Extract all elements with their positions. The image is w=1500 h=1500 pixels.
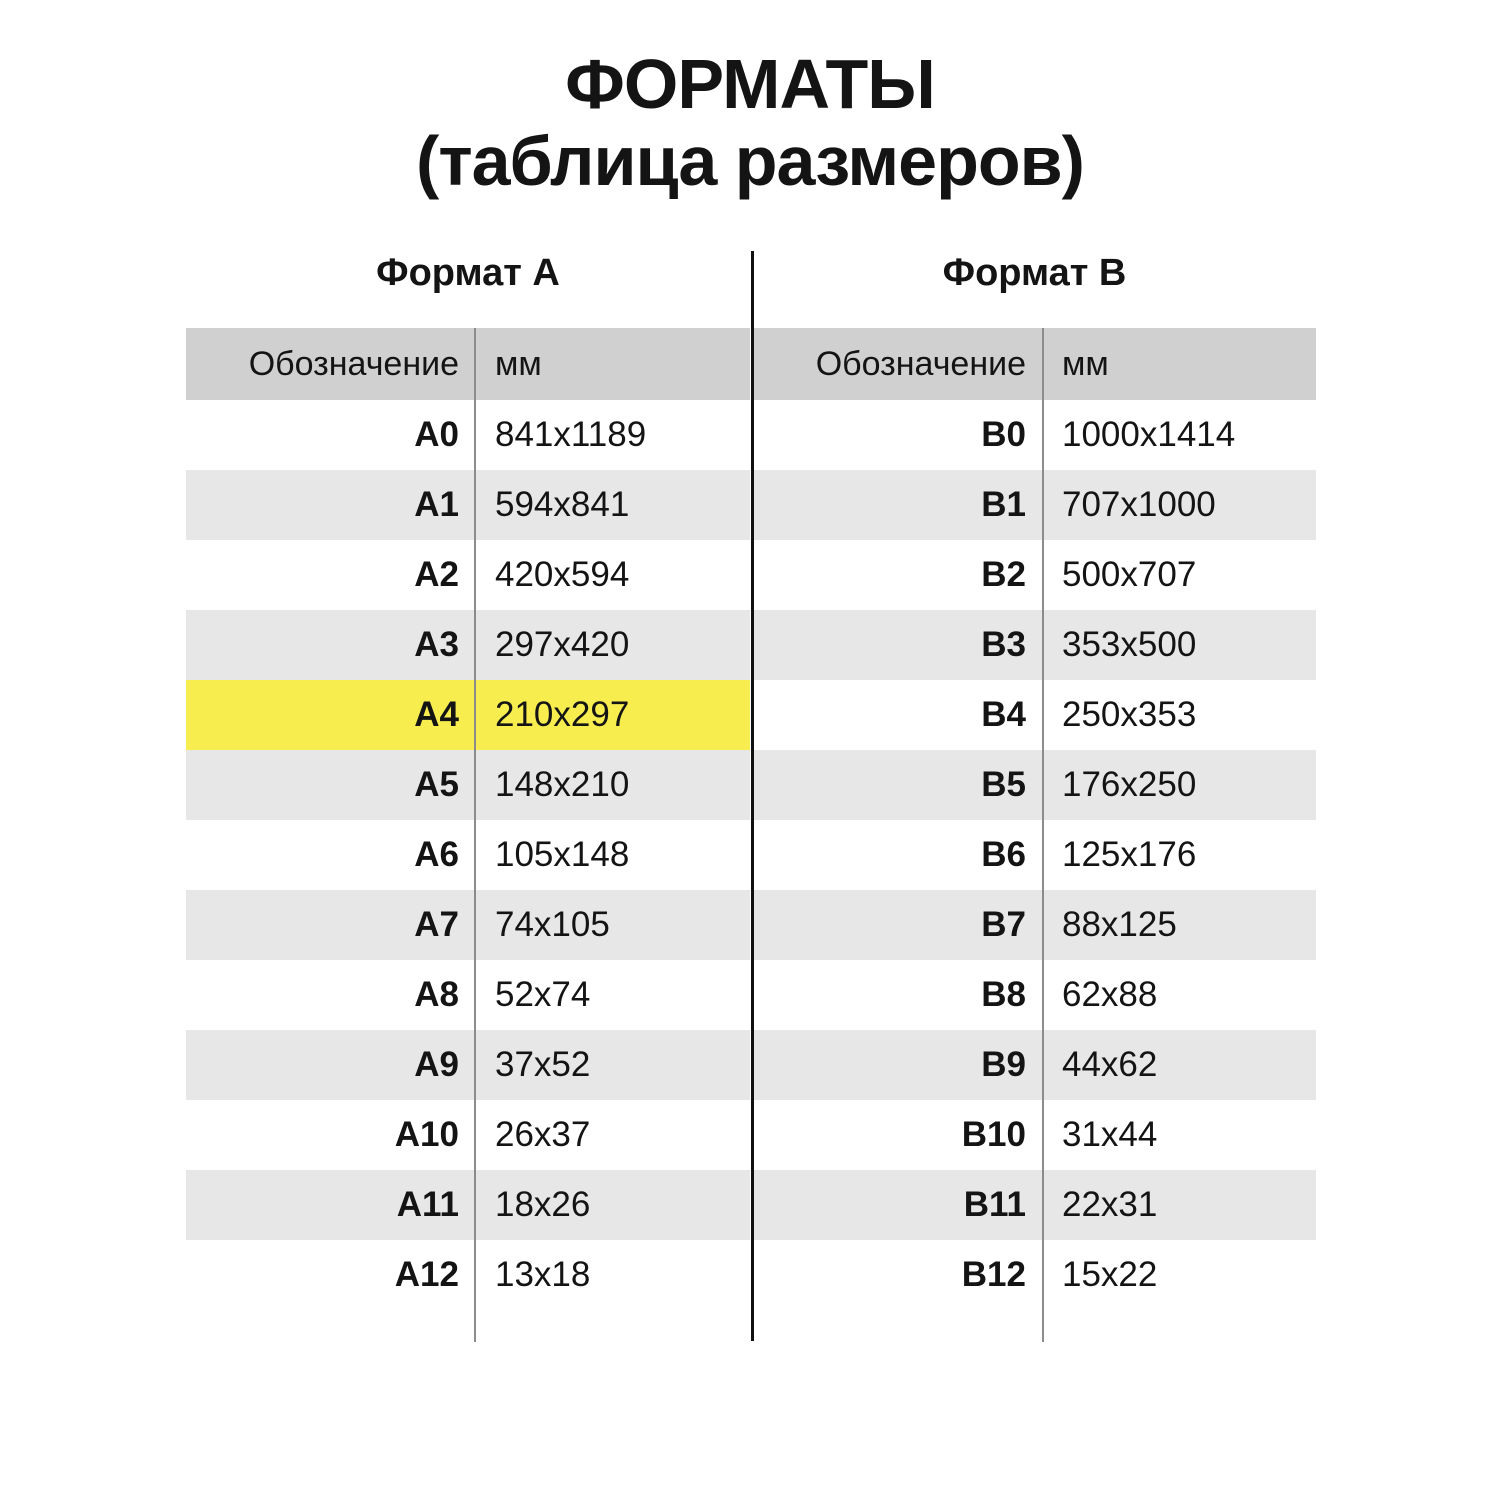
table-row <box>186 470 750 540</box>
format-size-mm: 37x52 <box>495 1045 591 1084</box>
format-label: B5 <box>981 765 1026 804</box>
format-label: A3 <box>414 625 459 664</box>
format-label: A12 <box>394 1255 459 1294</box>
table-row <box>753 1100 1316 1170</box>
format-label: B0 <box>981 415 1026 454</box>
format-size-mm: 250x353 <box>1062 695 1197 734</box>
format-label: B10 <box>961 1115 1026 1154</box>
format-label: B1 <box>981 485 1026 524</box>
mm-column-header: мм <box>495 344 542 383</box>
table-row <box>186 820 750 890</box>
format-size-mm: 74x105 <box>495 905 610 944</box>
table-row <box>186 610 750 680</box>
format-size-mm: 26x37 <box>495 1115 591 1154</box>
table-row <box>753 1170 1316 1240</box>
format-size-mm: 1000x1414 <box>1062 415 1236 454</box>
table-row <box>186 960 750 1030</box>
page-title-line2: (таблица размеров) <box>416 122 1084 200</box>
format-b-subtitle: Формат B <box>942 252 1127 294</box>
format-size-mm: 88x125 <box>1062 905 1177 944</box>
format-label: B3 <box>981 625 1026 664</box>
table-row <box>186 750 750 820</box>
table-row <box>186 400 750 470</box>
format-label: B7 <box>981 905 1026 944</box>
format-size-mm: 13x18 <box>495 1255 591 1294</box>
format-label: B4 <box>981 695 1026 734</box>
format-size-mm: 18x26 <box>495 1185 591 1224</box>
format-a-column-divider-line <box>474 328 476 1342</box>
format-size-mm: 353x500 <box>1062 625 1197 664</box>
format-a-table <box>186 328 750 1310</box>
table-row <box>186 680 750 750</box>
page-title <box>0 46 1500 200</box>
format-label: B12 <box>961 1255 1026 1294</box>
format-label: A6 <box>414 835 459 874</box>
format-size-mm: 31x44 <box>1062 1115 1158 1154</box>
table-row <box>753 750 1316 820</box>
format-label: A5 <box>414 765 459 804</box>
format-label: A10 <box>394 1115 459 1154</box>
format-label: B8 <box>981 975 1026 1014</box>
format-label: A8 <box>414 975 459 1014</box>
format-size-mm: 22x31 <box>1062 1185 1158 1224</box>
table-row <box>186 1170 750 1240</box>
format-b-table <box>753 328 1316 1310</box>
table-row <box>186 890 750 960</box>
table-row <box>753 400 1316 470</box>
table-row <box>753 610 1316 680</box>
table-row <box>753 680 1316 750</box>
format-size-mm: 105x148 <box>495 835 630 874</box>
format-label: A7 <box>414 905 459 944</box>
format-label: A2 <box>414 555 459 594</box>
format-size-mm: 420x594 <box>495 555 630 594</box>
format-b-column-divider-line <box>1042 328 1044 1342</box>
format-size-mm: 52x74 <box>495 975 591 1014</box>
page-title-line1: ФОРМАТЫ <box>565 45 935 123</box>
format-size-mm: 125x176 <box>1062 835 1197 874</box>
mm-column-header: мм <box>1062 344 1109 383</box>
designation-column-header: Обозначение <box>248 344 459 383</box>
table-row <box>186 1100 750 1170</box>
format-label: A0 <box>414 415 459 454</box>
format-size-mm: 297x420 <box>495 625 630 664</box>
format-label: A1 <box>414 485 459 524</box>
format-label: B11 <box>963 1185 1026 1224</box>
format-size-mm: 594x841 <box>495 485 630 524</box>
format-size-mm: 62x88 <box>1062 975 1158 1014</box>
table-row <box>753 890 1316 960</box>
format-a-subtitle: Формат А <box>376 252 560 294</box>
format-label: B2 <box>981 555 1026 594</box>
format-size-mm: 148x210 <box>495 765 630 804</box>
format-size-mm: 176x250 <box>1062 765 1197 804</box>
table-row <box>186 1240 750 1310</box>
format-size-mm: 44x62 <box>1062 1045 1158 1084</box>
format-size-mm: 707x1000 <box>1062 485 1216 524</box>
center-divider-line <box>751 251 754 1341</box>
table-row <box>753 470 1316 540</box>
format-label: B9 <box>981 1045 1026 1084</box>
table-row <box>753 820 1316 890</box>
table-header-row <box>186 328 750 400</box>
format-label: B6 <box>981 835 1026 874</box>
designation-column-header: Обозначение <box>815 344 1026 383</box>
format-size-mm: 210x297 <box>495 695 630 734</box>
table-row <box>753 1030 1316 1100</box>
table-row <box>753 1240 1316 1310</box>
format-label: A4 <box>414 695 459 734</box>
format-size-mm: 841x1189 <box>495 415 647 454</box>
format-size-mm: 15x22 <box>1062 1255 1158 1294</box>
table-row <box>186 540 750 610</box>
format-label: A9 <box>414 1045 459 1084</box>
format-label: A11 <box>396 1185 459 1224</box>
format-size-mm: 500x707 <box>1062 555 1197 594</box>
table-header-row <box>753 328 1316 400</box>
table-row <box>186 1030 750 1100</box>
table-row <box>753 960 1316 1030</box>
table-row <box>753 540 1316 610</box>
